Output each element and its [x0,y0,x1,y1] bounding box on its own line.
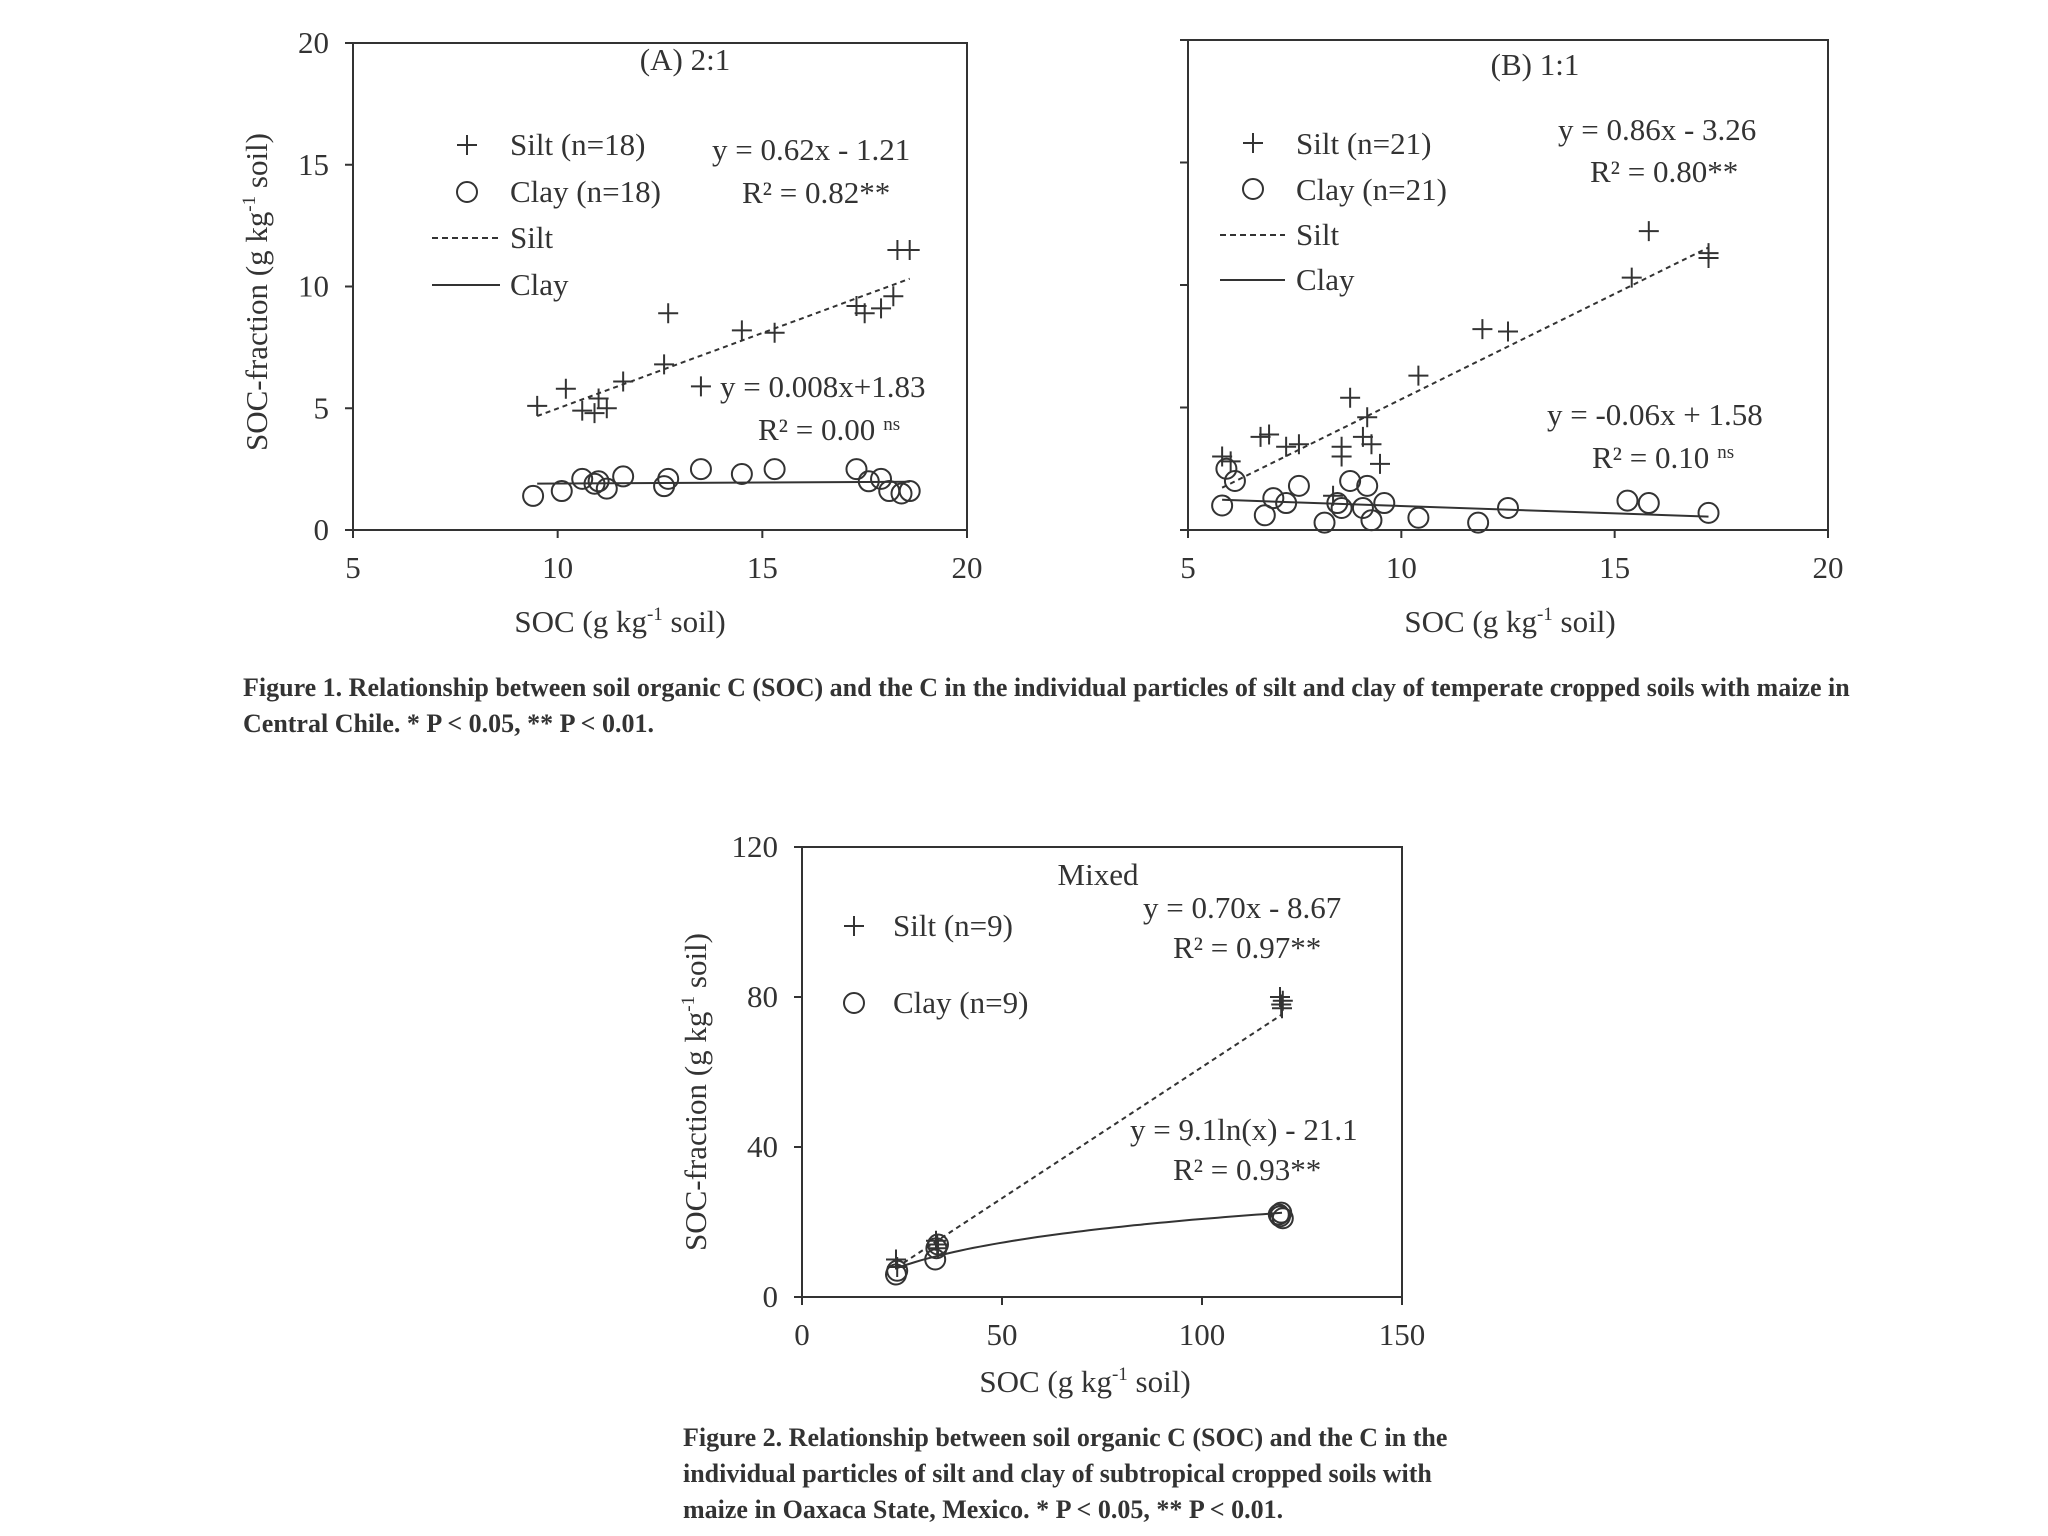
x-tick-label: 150 [1378,1317,1426,1352]
chart-a-ticks [298,25,983,585]
y-tick-label: 120 [731,829,778,864]
silt-data-point [556,379,576,399]
chart-b-legend-clay-line: Clay [1296,262,1355,297]
silt-data-point [1276,437,1296,457]
silt-data-point [1357,407,1377,427]
x-tick-label: 5 [345,550,361,585]
x-tick-label: 5 [1180,550,1196,585]
clay-data-point [1357,476,1377,496]
silt-data-point [613,371,633,391]
clay-data-point [1263,488,1283,508]
chart-a-xlabel-sup: -1 [646,604,663,625]
silt-data-point [597,398,617,418]
silt-data-point [1622,268,1642,288]
chart-a-silt-equation: y = 0.62x - 1.21 [712,132,911,167]
silt-data-point [658,303,678,323]
silt-data-point [1370,454,1390,474]
chart-a-legend [432,127,661,302]
chart-a-clay-equation: y = 0.008x+1.83 [720,369,926,404]
chart-a-ylabel-main: SOC-fraction (g kg [239,211,274,452]
clay-data-point [1699,503,1719,523]
chart-c-ylabel-sup: -1 [678,995,699,1012]
chart-a-legend-silt-line: Silt [510,220,554,255]
chart-b-silt-r2: R² = 0.80** [1590,154,1739,189]
chart-c-ylabel-end: soil) [678,932,713,996]
chart-c-silt-r2: R² = 0.97** [1173,930,1322,965]
chart-b-xlabel-main: SOC (g kg [1404,604,1537,639]
chart-b-xlabel-sup: -1 [1536,604,1553,625]
chart-a-ylabel-end: soil) [239,132,274,196]
chart-a-title: (A) 2:1 [639,42,731,77]
silt-data-point [900,240,920,260]
silt-data-point [1408,366,1428,386]
silt-data-point [1340,388,1360,408]
chart-a-clay-r2-text: R² = 0.00 [758,412,876,447]
legend-circle-marker [457,182,477,202]
chart-a-plot-frame [353,43,967,530]
clay-data-point [658,469,678,489]
chart-c-legend [844,908,1028,1020]
chart-c-clay-equation: y = 9.1ln(x) - 21.1 [1130,1112,1358,1147]
silt-data-point [765,323,785,343]
clay-data-point [1212,496,1232,516]
chart-c [678,829,1425,1399]
chart-c-clay-r2: R² = 0.93** [1173,1152,1322,1187]
silt-data-point [883,286,903,306]
chart-a-legend-clay: Clay (n=18) [510,174,661,209]
silt-data-point [1472,319,1492,339]
figure-2-caption: Figure 2. Relationship between soil organic C (SOC) and the C in the individual particles of silt and clay of subtropical cropped soils with maize in Oaxaca State, Mexico. * P < 0.05, ** P < 0.01. [683,1423,1448,1524]
chart-b [1180,40,1844,639]
x-tick-label: 20 [951,550,983,585]
clay-data-point [1408,508,1428,528]
chart-a-legend-silt: Silt (n=18) [510,127,646,162]
chart-a-xlabel-main: SOC (g kg [514,604,647,639]
silt-data-point [1212,447,1232,467]
silt-data-point [585,403,605,423]
clay-data-point [1498,498,1518,518]
clay-data-point [1332,498,1352,518]
chart-b-clay-r2 [1592,440,1734,475]
x-tick-label: 50 [986,1317,1018,1352]
y-tick-label: 80 [747,979,778,1014]
chart-c-xlabel-main: SOC (g kg [979,1364,1112,1399]
chart-b-legend-clay: Clay (n=21) [1296,172,1447,207]
clay-data-point [1289,476,1309,496]
silt-data-point [527,396,547,416]
silt-data-point [1251,427,1271,447]
clay-trend-line [537,482,910,484]
clay-data-point [1639,493,1659,513]
x-tick-label: 10 [1385,550,1417,585]
chart-c-xlabel-end: soil) [1127,1364,1191,1399]
silt-data-point [1289,434,1309,454]
chart-a-silt-r2: R² = 0.82** [742,175,891,210]
y-tick-label: 15 [298,146,329,182]
y-tick-label: 5 [313,390,329,426]
chart-b-silt-equation: y = 0.86x - 3.26 [1558,112,1757,147]
chart-a-x-axis-label [514,604,725,639]
x-tick-label: 15 [746,550,778,585]
clay-data-point [732,464,752,484]
legend-plus-marker [844,916,864,936]
legend-circle-marker [844,993,864,1013]
chart-a-legend-clay-line: Clay [510,267,569,302]
chart-b-points [1212,221,1718,533]
chart-b-clay-r2-text: R² = 0.10 [1592,440,1710,475]
x-tick-label: 20 [1812,550,1844,585]
clay-data-point [765,459,785,479]
clay-data-point [1617,491,1637,511]
silt-data-point [1221,451,1241,471]
clay-data-point [691,459,711,479]
y-tick-label: 10 [298,268,329,304]
x-tick-label: 10 [542,550,574,585]
legend-circle-marker [1243,179,1263,199]
chart-b-title: (B) 1:1 [1490,47,1580,82]
chart-c-xlabel-sup: -1 [1111,1364,1128,1385]
silt-data-point [691,376,711,396]
chart-c-x-axis-label [979,1364,1190,1399]
chart-b-clay-r2-sup: ns [1717,442,1735,463]
chart-a [239,25,983,639]
silt-data-point [1332,447,1352,467]
silt-data-point [572,401,592,421]
chart-a-xlabel-end: soil) [662,604,726,639]
chart-c-y-axis-label [678,933,713,1251]
x-tick-label: 15 [1599,550,1631,585]
y-tick-label: 0 [313,512,329,547]
chart-a-clay-r2 [758,412,900,447]
x-tick-label: 0 [794,1317,810,1352]
chart-b-legend-silt-line: Silt [1296,217,1340,252]
chart-a-clay-r2-sup: ns [883,414,901,435]
chart-c-legend-silt: Silt (n=9) [893,908,1013,943]
chart-b-legend-silt: Silt (n=21) [1296,126,1432,161]
chart-c-silt-equation: y = 0.70x - 8.67 [1143,890,1342,925]
figure-1-caption: Figure 1. Relationship between soil organic C (SOC) and the C in the individual particles of silt and clay of temperate cropped soils with maize in Central Chile. * P < 0.05, ** P < 0.01. [243,673,1850,738]
chart-c-legend-clay: Clay (n=9) [893,985,1029,1020]
chart-b-x-axis-label [1404,604,1615,639]
clay-data-point [523,486,543,506]
y-tick-label: 20 [298,25,329,60]
x-tick-label: 100 [1178,1317,1226,1352]
chart-a-ylabel-sup: -1 [239,195,260,212]
y-tick-label: 0 [762,1279,778,1314]
chart-b-xlabel-end: soil) [1552,604,1616,639]
chart-b-clay-equation: y = -0.06x + 1.58 [1547,397,1763,432]
clay-data-point [846,459,866,479]
silt-data-point [1259,424,1279,444]
y-tick-label: 40 [747,1129,778,1164]
legend-plus-marker [457,135,477,155]
clay-data-point [654,476,674,496]
legend-plus-marker [1243,133,1263,153]
chart-c-title: Mixed [1057,857,1139,892]
silt-data-point [1498,322,1518,342]
clay-data-point [1374,493,1394,513]
clay-trend-line [896,1213,1282,1269]
chart-b-legend [1220,126,1447,297]
chart-a-y-axis-label [239,133,274,451]
silt-data-point [1639,221,1659,241]
silt-data-point [871,298,891,318]
chart-c-ylabel-main: SOC-fraction (g kg [678,1011,713,1252]
